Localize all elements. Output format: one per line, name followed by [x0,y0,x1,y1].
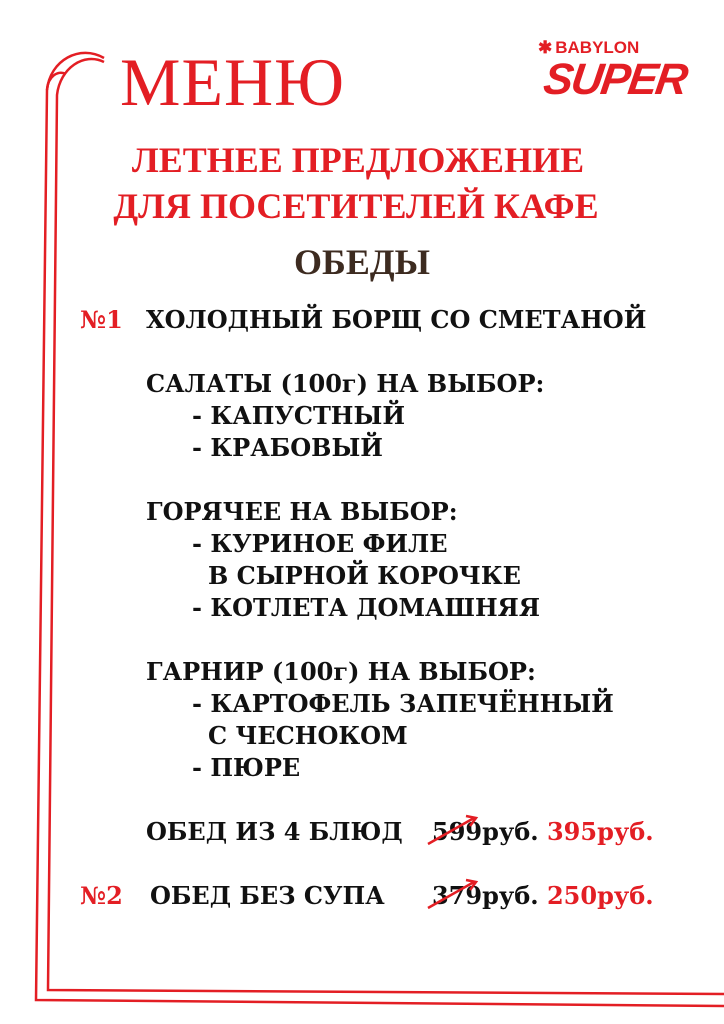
offer-1-soup: ХОЛОДНЫЙ БОРЩ СО СМЕТАНОЙ [146,305,647,334]
offer-2-price [432,881,654,910]
garnish-heading: ГАРНИР (100г) НА ВЫБОР: [146,657,536,686]
hot-option-2: - КОТЛЕТА ДОМАШНЯЯ [192,593,540,622]
garnish-option-1: - КАРТОФЕЛЬ ЗАПЕЧЁННЫЙ [192,689,614,718]
offer-1-old-price: 599 [432,820,482,844]
salad-option-1: - КАПУСТНЫЙ [192,401,405,430]
strikethrough-mark [426,814,480,848]
salads-heading: САЛАТЫ (100г) НА ВЫБОР: [146,369,545,398]
offer-1-new-price: 395руб. [546,817,654,846]
asterisk-icon: ✱ [538,38,553,57]
section-title: ОБЕДЫ [294,242,430,282]
offer-1-number: №1 [80,305,123,334]
salad-option-2: - КРАБОВЫЙ [192,433,383,462]
offer-2-new-price: 250руб. [546,881,654,910]
logo-top-text: BABYLON [555,38,640,57]
subtitle-line-2: ДЛЯ ПОСЕТИТЕЛЕЙ КАФЕ [113,186,599,226]
offer-2-old-price: 379 [432,884,482,908]
offer-1-label: ОБЕД ИЗ 4 БЛЮД [146,817,403,846]
offer-2-label: ОБЕД БЕЗ СУПА [150,881,385,910]
offer-1-old-unit: руб. [482,817,539,846]
hot-option-1: - КУРИНОЕ ФИЛЕ [192,529,448,558]
hot-heading: ГОРЯЧЕЕ НА ВЫБОР: [146,497,458,526]
subtitle-line-1: ЛЕТНЕЕ ПРЕДЛОЖЕНИЕ [131,140,585,180]
hot-option-1-continued: В СЫРНОЙ КОРОЧКЕ [208,561,521,590]
offer-2-number: №2 [80,881,123,910]
menu-title: МЕНЮ [120,44,345,120]
garnish-option-1-continued: С ЧЕСНОКОМ [208,721,408,750]
babylon-super-logo [538,38,698,118]
offer-1-price [432,817,654,846]
strikethrough-mark [426,878,480,912]
logo-bottom-text: SUPER [540,55,690,104]
garnish-option-2: - ПЮРЕ [192,753,301,782]
offer-2-old-unit: руб. [482,881,539,910]
